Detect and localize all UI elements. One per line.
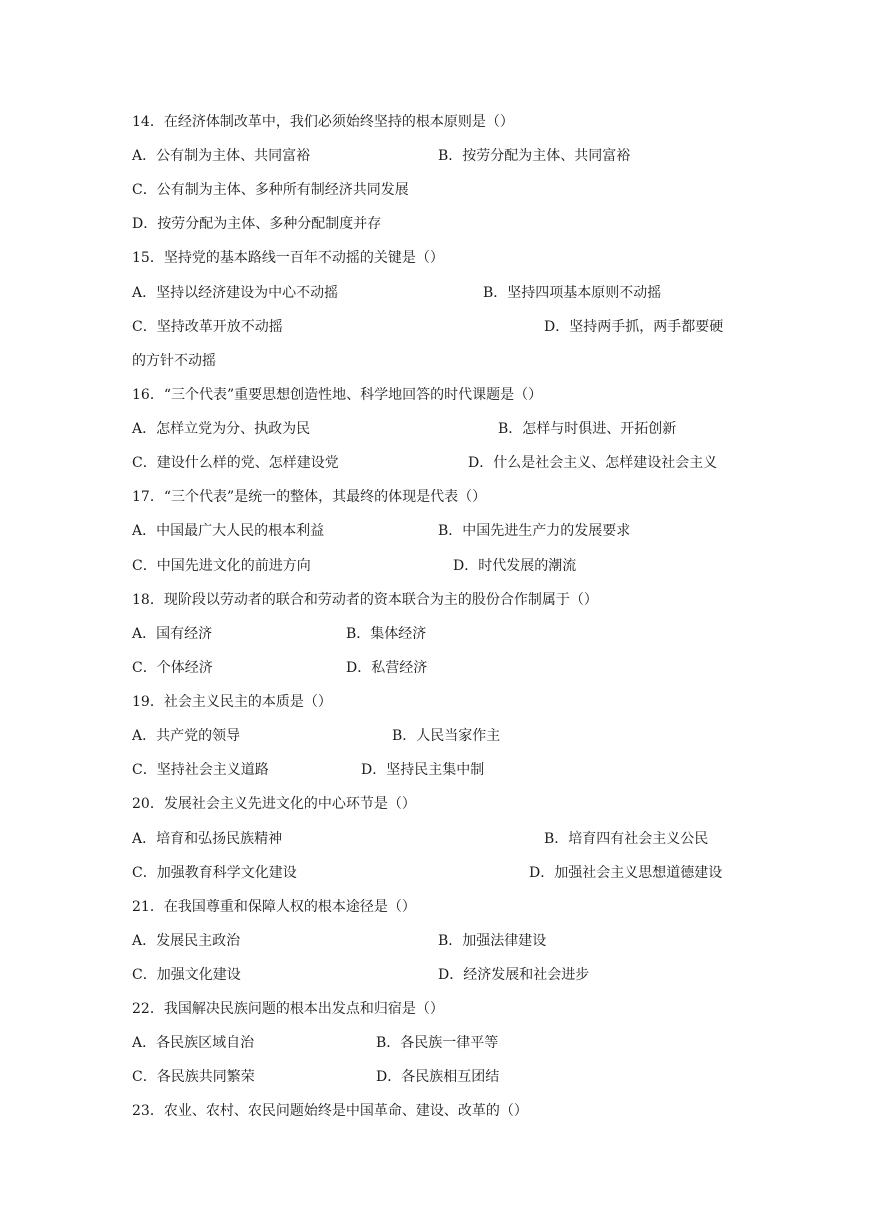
question-14-stem: 14．在经济体制改革中，我们必须始终坚持的根本原则是（） <box>132 114 514 130</box>
question-15-option-a: A．坚持以经济建设为中心不动摇 <box>132 285 339 301</box>
question-20-option-c: C．加强教育科学文化建设 <box>132 865 297 881</box>
question-20-option-a: A．培育和弘扬民族精神 <box>132 831 283 847</box>
question-21-option-d: D．经济发展和社会进步 <box>438 967 590 983</box>
question-21-option-c: C．加强文化建设 <box>132 967 241 983</box>
question-16-stem: 16．“三个代表”重要思想创造性地、科学地回答的时代课题是（） <box>132 387 543 403</box>
question-14-option-c: C．公有制为主体、多种所有制经济共同发展 <box>132 182 409 198</box>
question-18-option-d: D．私营经济 <box>346 660 428 676</box>
question-20-option-b: B．培育四有社会主义公民 <box>544 831 709 847</box>
question-17-option-d: D．时代发展的潮流 <box>453 558 577 574</box>
question-15-stem: 15．坚持党的基本路线一百年不动摇的关键是（） <box>132 250 444 266</box>
question-22-option-a: A．各民族区域自治 <box>132 1035 255 1051</box>
question-15-option-d-continued: 的方针不动摇 <box>132 353 216 369</box>
question-16-option-d: D．什么是社会主义、怎样建设社会主义 <box>468 455 718 471</box>
question-20-stem: 20．发展社会主义先进文化的中心环节是（） <box>132 796 416 812</box>
question-16-option-a: A．怎样立党为分、执政为民 <box>132 421 311 437</box>
question-21-option-a: A．发展民主政治 <box>132 933 241 949</box>
question-22-option-c: C．各民族共同繁荣 <box>132 1069 255 1085</box>
question-18-option-c: C．个体经济 <box>132 660 213 676</box>
question-19-stem: 19．社会主义民主的本质是（） <box>132 694 332 710</box>
question-19-option-c: C．坚持社会主义道路 <box>132 762 269 778</box>
question-14-option-a: A．公有制为主体、共同富裕 <box>132 148 311 164</box>
question-19-option-b: B．人民当家作主 <box>392 728 501 744</box>
question-16-option-b: B．怎样与时俱进、开拓创新 <box>498 421 677 437</box>
question-18-stem: 18．现阶段以劳动者的联合和劳动者的资本联合为主的股份合作制属于（） <box>132 592 598 608</box>
question-17-option-c: C．中国先进文化的前进方向 <box>132 558 311 574</box>
question-23-stem: 23．农业、农村、农民问题始终是中国革命、建设、改革的（） <box>132 1103 528 1119</box>
question-15-option-d: D．坚持两手抓，两手都要硬 <box>544 319 724 335</box>
question-20-option-d: D．加强社会主义思想道德建设 <box>529 865 723 881</box>
question-17-stem: 17．“三个代表”是统一的整体，其最终的体现是代表（） <box>132 489 487 505</box>
question-17-option-a: A．中国最广大人民的根本利益 <box>132 523 325 539</box>
question-14-option-d: D．按劳分配为主体、多种分配制度并存 <box>132 216 382 232</box>
question-21-option-b: B．加强法律建设 <box>438 933 547 949</box>
question-15-option-c: C．坚持改革开放不动摇 <box>132 319 283 335</box>
question-18-option-b: B．集体经济 <box>346 626 427 642</box>
question-16-option-c: C．建设什么样的党、怎样建设党 <box>132 455 339 471</box>
question-22-option-d: D．各民族相互团结 <box>376 1069 500 1085</box>
question-19-option-d: D．坚持民主集中制 <box>361 762 485 778</box>
question-18-option-a: A．国有经济 <box>132 626 213 642</box>
question-19-option-a: A．共产党的领导 <box>132 728 241 744</box>
question-15-option-b: B．坚持四项基本原则不动摇 <box>483 285 662 301</box>
question-17-option-b: B．中国先进生产力的发展要求 <box>438 523 631 539</box>
question-14-option-b: B．按劳分配为主体、共同富裕 <box>438 148 631 164</box>
question-22-option-b: B．各民族一律平等 <box>376 1035 499 1051</box>
question-21-stem: 21．在我国尊重和保障人权的根本途径是（） <box>132 899 416 915</box>
question-22-stem: 22．我国解决民族问题的根本出发点和归宿是（） <box>132 1001 444 1017</box>
